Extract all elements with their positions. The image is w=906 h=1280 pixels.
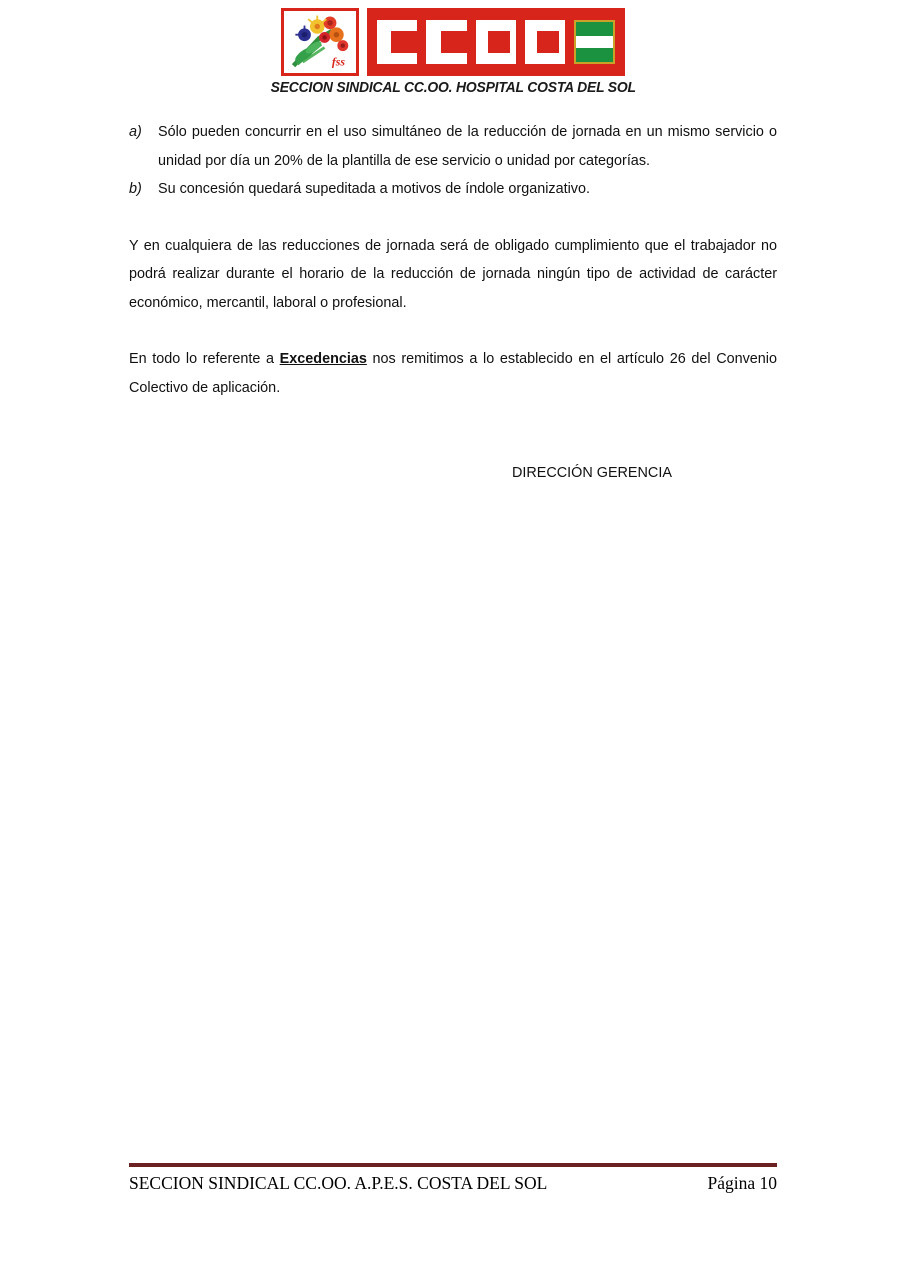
paragraph-reducciones: Y en cualquiera de las reducciones de jornada será de obligado cumplimiento que el trabajador no podrá realizar durante el horario de la reducción de jornada ningún tipo de actividad de carácter económico, mercantil, laboral o profesional.: [129, 237, 777, 311]
ccoo-letter-o-1: [476, 20, 516, 64]
ccoo-logo: [281, 8, 625, 76]
footer-page-number: Página 10: [707, 1173, 777, 1193]
list-item-text-b: Su concesión quedará supeditada a motivos de índole organizativo.: [158, 181, 591, 197]
paragraph-excedencias-prefix: En todo lo referente a: [129, 351, 280, 367]
excedencias-emphasis: Excedencias: [279, 351, 367, 367]
signature-line: DIRECCIÓN GERENCIA: [512, 465, 672, 481]
document-footer: [129, 1163, 777, 1194]
header-tagline: SECCION SINDICAL CC.OO. HOSPITAL COSTA DEL SOL: [270, 80, 636, 96]
ccoo-letter-c-2: [426, 20, 466, 64]
paragraph-excedencias-suffix: nos remitimos a lo establecido en el artículo 26 del Convenio Colectivo de aplicación.: [129, 351, 778, 396]
ccoo-wordmark: [367, 8, 625, 76]
list-marker-b: b): [129, 181, 142, 197]
fss-caption: fss: [331, 54, 346, 69]
andalusia-flag-icon: [574, 20, 615, 64]
footer-row: [129, 1173, 777, 1194]
footer-organization: SECCION SINDICAL CC.OO. A.P.E.S. COSTA DEL SOL: [129, 1173, 548, 1193]
ccoo-letter-o-2: [525, 20, 565, 64]
list-item: [129, 118, 777, 175]
document-header: [0, 8, 906, 96]
list-marker-a: a): [129, 124, 142, 140]
footer-divider: [129, 1163, 777, 1167]
fss-flower-emblem-icon: [281, 8, 359, 76]
list-item: [129, 175, 777, 204]
document-body: [129, 118, 777, 488]
list-item-text-a: Sólo pueden concurrir en el uso simultáneo de la reducción de jornada en un mismo servicio o unidad por día un 20% de la plantilla de ese servicio o unidad por categorías.: [158, 124, 777, 169]
ccoo-letter-c-1: [377, 20, 417, 64]
paragraph-excedencias: [129, 345, 777, 402]
